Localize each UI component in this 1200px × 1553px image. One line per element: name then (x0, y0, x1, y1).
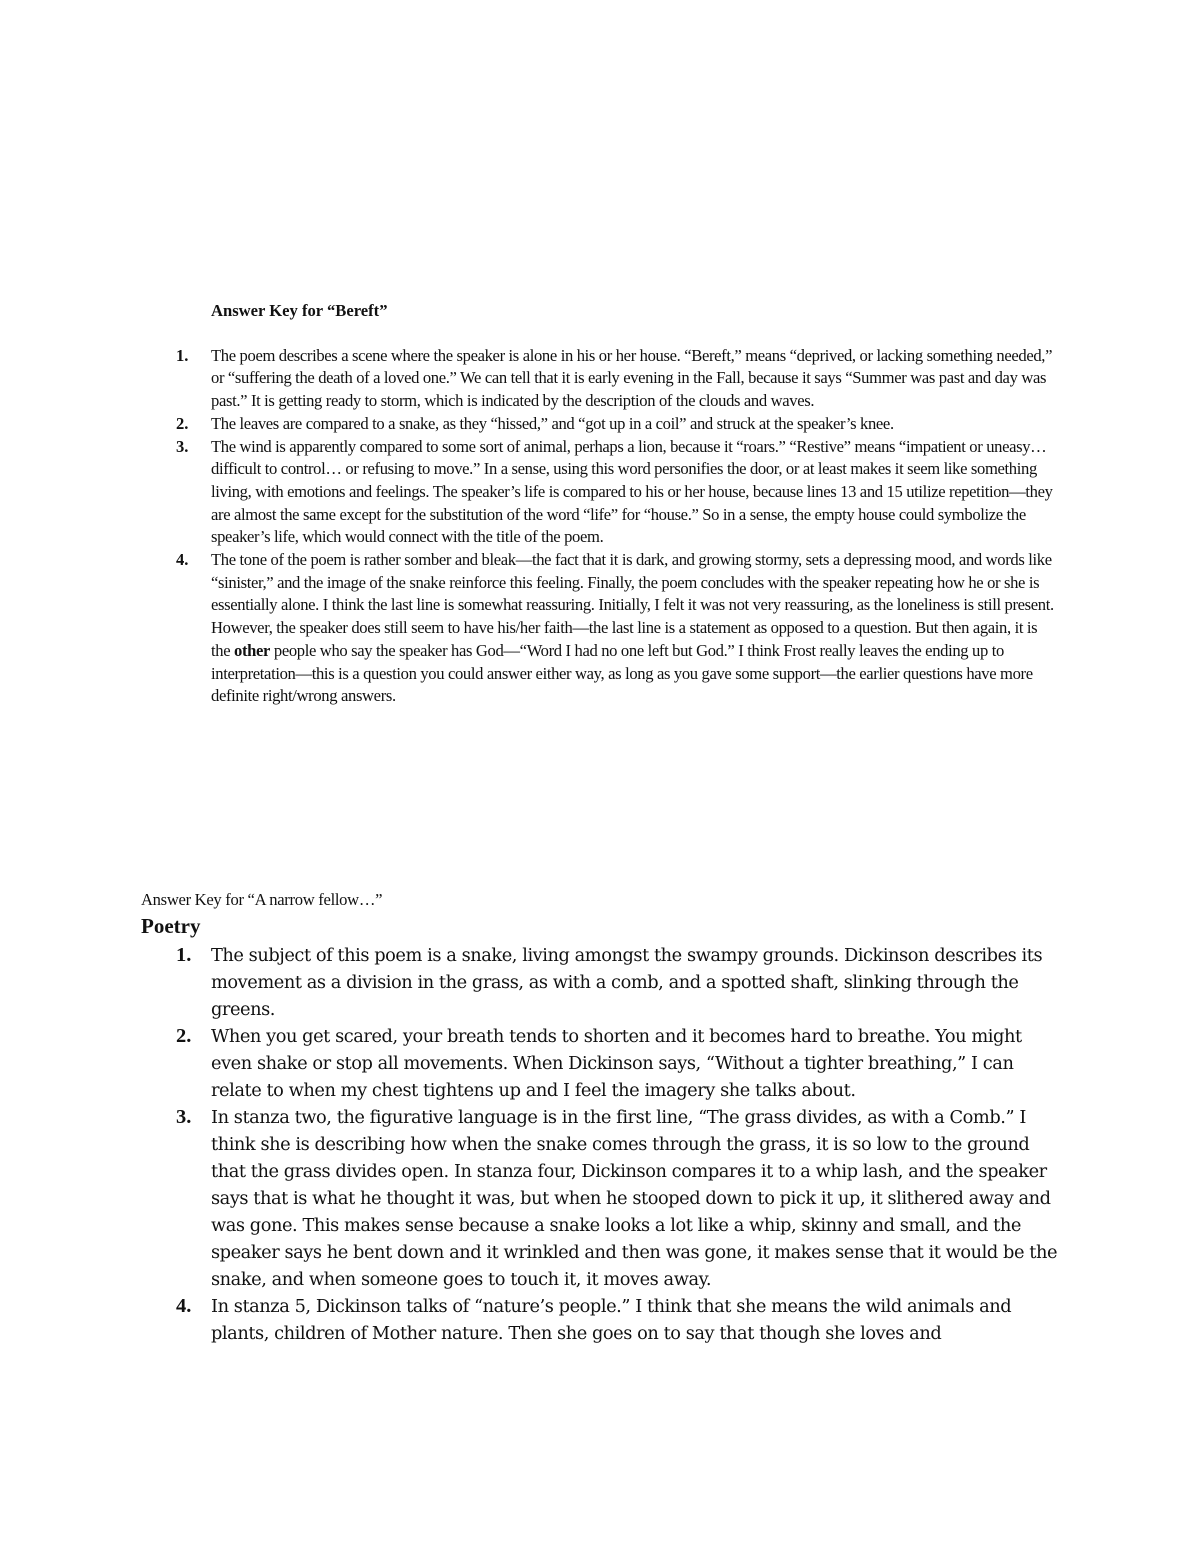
narrow-fellow-answer-list (141, 942, 1061, 1347)
list-item-text: The poem describes a scene where the speaker is alone in his or her house. “Bereft,” means “deprived, or lacking something needed,” or “suffering the death of a loved one.” We can tell that it is early evening in the Fall, because it says “Summer was past and day was past.” It is getting ready to storm, which is indicated by the description of the clouds and waves. (211, 345, 1053, 411)
list-item-number: 4. (176, 550, 189, 570)
list-item-number: 4. (176, 1295, 192, 1317)
list-item (141, 1104, 1061, 1293)
list-item-number: 3. (176, 1106, 192, 1128)
list-item-text: The wind is apparently compared to some sort of animal, perhaps a lion, because it “roars.” “Restive” means “impatient or uneasy…difficult to control… or refusing to move.” In a sense, using this word personifies the door, or at least makes it seem like something living, with emotions and feelings. The speaker’s life is compared to his or her house, because lines 13 and 15 utilize repetition—they are almost the same except for the substitution of the word “life” for “house.” So in a sense, the empty house could symbolize the speaker’s life, which would connect with the title of the poem. (211, 436, 1053, 547)
text-segment: The tone of the poem is rather somber and bleak—the fact that it is dark, and growing stormy, sets a depressing mood, and words like “sinister,” and the image of the snake reinforce this feeling. Finally, the poem concludes with the speaker repeating how he or she is essentially alone. I think the last line is somewhat reassuring. Initially, I felt it was not very reassuring, as the loneliness is still present. However, the speaker does still seem to have his/her faith—the last line is a statement as opposed to a question. But then again, it is the (211, 550, 1054, 660)
list-item (176, 549, 1056, 708)
list-item-text (211, 549, 1056, 708)
list-item-number: 2. (176, 413, 189, 433)
bereft-title: Answer Key for “Bereft” (211, 301, 388, 320)
list-item (176, 345, 1056, 413)
list-item-text: The leaves are compared to a snake, as they “hissed,” and “got up in a coil” and struck at the speaker’s knee. (211, 413, 894, 433)
list-item-number: 3. (176, 436, 189, 456)
bereft-answer-key (176, 300, 1056, 708)
list-item-text: When you get scared, your breath tends to shorten and it becomes hard to breathe. You might even shake or stop all movements. When Dickinson says, “Without a tighter breathing,” I can relate to when my chest tightens up and I feel the imagery she talks about. (211, 1026, 1022, 1101)
poetry-heading: Poetry (141, 914, 201, 938)
list-item-number: 1. (176, 345, 189, 365)
list-item (141, 942, 1061, 1023)
list-item-number: 2. (176, 1025, 192, 1047)
text-segment: people who say the speaker has God—“Word I had no one left but God.” I think Frost really leaves the ending up to interpretation—this is a question you could answer either way, as long as you gave some support—the earlier questions have more definite right/wrong answers. (211, 640, 1033, 706)
list-item-number: 1. (176, 944, 192, 966)
bereft-answer-list (176, 345, 1056, 708)
list-item-text: In stanza two, the figurative language is in the first line, “The grass divides, as with a Comb.” I think she is describing how when the snake comes through the grass, it is so low to the ground that the grass divides open. In stanza four, Dickinson compares it to a whip lash, and the speaker says that is what he thought it was, but when he stooped down to pick it up, it slithered away and was gone. This makes sense because a snake looks a lot like a whip, skinny and small, and the speaker says he bent down and it wrinkled and then was gone, it makes sense that it would be the snake, and when someone goes to touch it, it moves away. (211, 1107, 1058, 1290)
list-item-text: The subject of this poem is a snake, living amongst the swampy grounds. Dickinson describes its movement as a division in the grass, as with a comb, and a spotted shaft, slinking through the greens. (211, 945, 1043, 1020)
narrow-fellow-answer-key (141, 888, 1061, 1347)
emphasized-word: other (234, 640, 271, 660)
list-item (176, 413, 1056, 436)
list-item (176, 436, 1056, 550)
list-item (141, 1293, 1061, 1347)
list-item (141, 1023, 1061, 1104)
narrow-fellow-title: Answer Key for “A narrow fellow…” (141, 890, 383, 909)
list-item-text: In stanza 5, Dickinson talks of “nature’s people.” I think that she means the wild animals and plants, children of Mother nature. Then she goes on to say that though she loves and (211, 1296, 1012, 1344)
